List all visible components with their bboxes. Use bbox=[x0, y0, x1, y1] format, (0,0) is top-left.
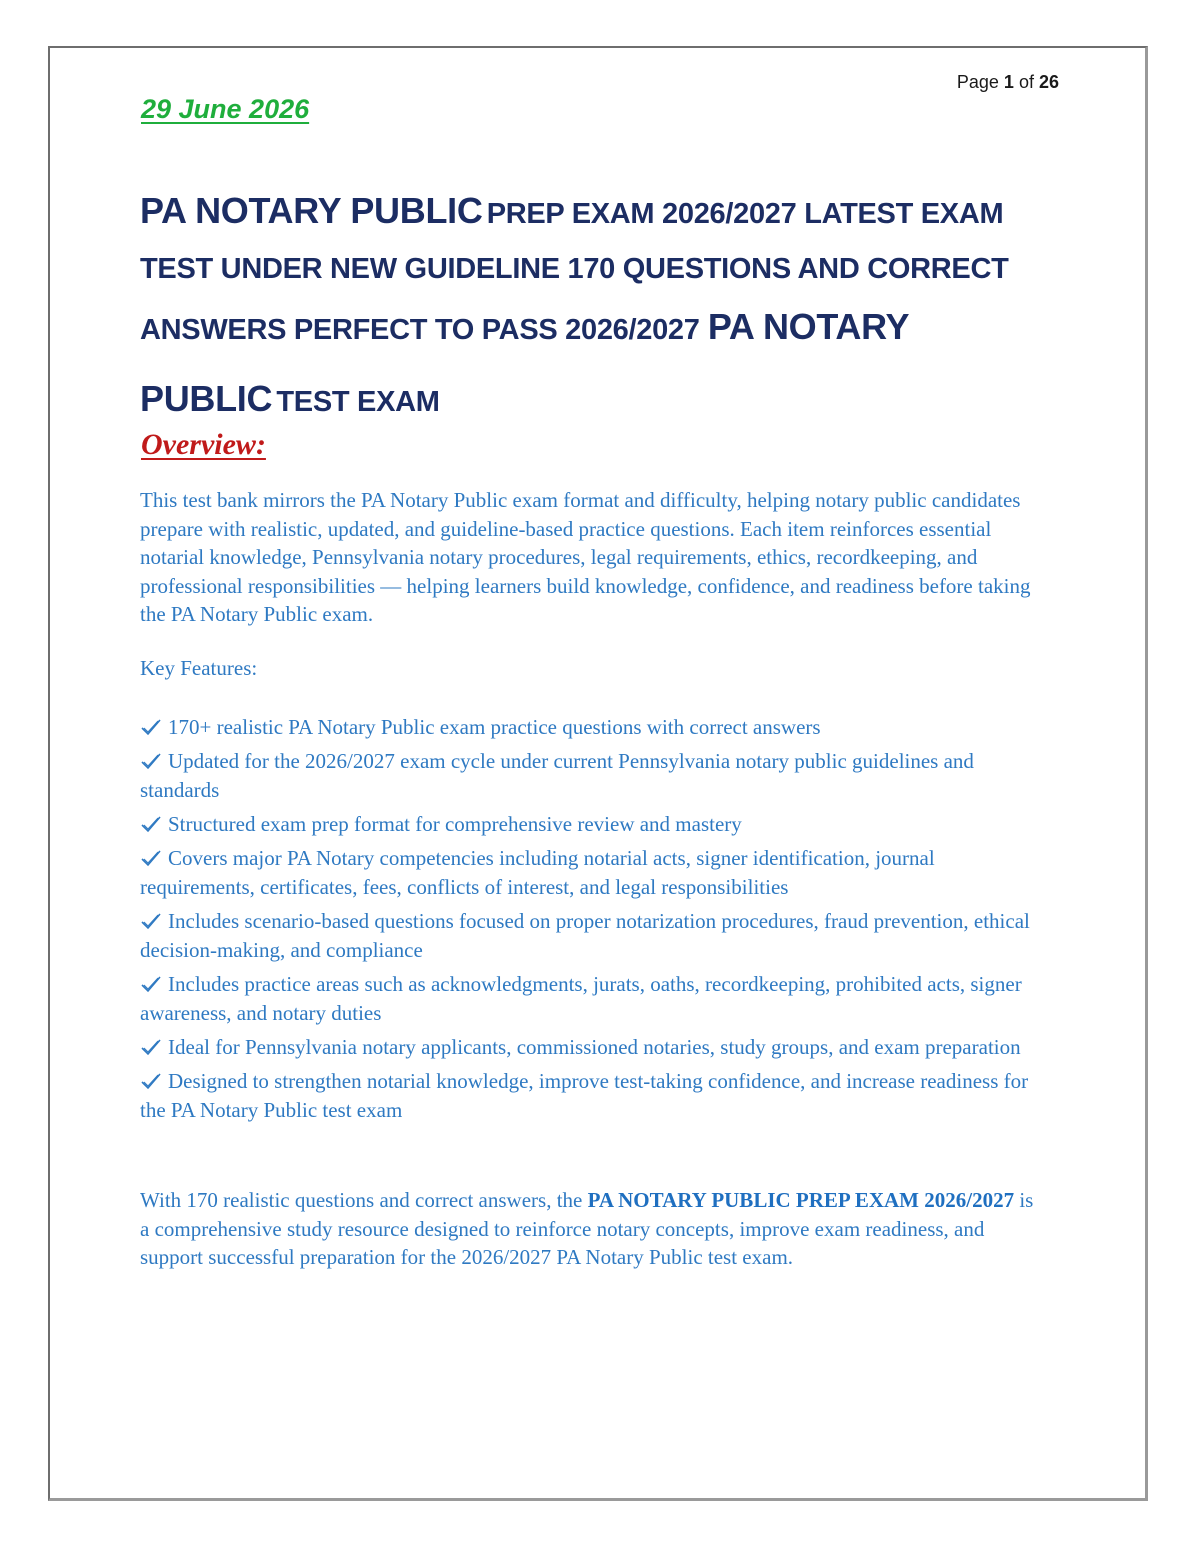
checkmark-icon bbox=[140, 752, 162, 770]
title-line-1: PA NOTARY PUBLIC PREP EXAM 2026/2027 LATEST EXAM bbox=[140, 190, 1004, 231]
checkmark-icon bbox=[140, 1072, 162, 1090]
checkmark-icon bbox=[140, 912, 162, 930]
checkmark-icon bbox=[140, 815, 162, 833]
closing-bold-title: PA NOTARY PUBLIC PREP EXAM 2026/2027 bbox=[587, 1188, 1015, 1212]
total-pages: 26 bbox=[1038, 72, 1059, 92]
list-item: Structured exam prep format for comprehensive review and mastery bbox=[140, 810, 1045, 839]
checkmark-icon bbox=[140, 975, 162, 993]
list-item: Covers major PA Notary competencies including notarial acts, signer identification, journal requirements, certificates, fees, conflicts of interest, and legal responsibilities bbox=[140, 846, 935, 899]
list-item: Updated for the 2026/2027 exam cycle under current Pennsylvania notary public guidelines and standards bbox=[140, 749, 974, 802]
key-features-list bbox=[140, 713, 1045, 1130]
page-label: Page bbox=[956, 72, 999, 92]
checkmark-icon bbox=[140, 1038, 162, 1056]
checkmark-icon bbox=[140, 849, 162, 867]
overview-heading: Overview: bbox=[141, 428, 266, 461]
title-line-4: PUBLIC TEST EXAM bbox=[140, 378, 440, 419]
list-item: Includes scenario-based questions focused on proper notarization procedures, fraud prevention, ethical decision-making, and compliance bbox=[140, 909, 1030, 962]
page-number bbox=[957, 72, 1059, 93]
title-line-3: ANSWERS PERFECT TO PASS 2026/2027 PA NOTARY bbox=[140, 306, 910, 347]
closing-paragraph: With 170 realistic questions and correct answers, the PA NOTARY PUBLIC PREP EXAM 2026/2027 is a comprehensive study resource designed to reinforce notary concepts, improve exam readiness, and support successful preparation for the 2026/2027 PA Notary Public test exam. bbox=[140, 1188, 1034, 1269]
page-of-label: of bbox=[1018, 72, 1034, 92]
list-item: Includes practice areas such as acknowledgments, jurats, oaths, recordkeeping, prohibited acts, signer awareness, and notary duties bbox=[140, 972, 1022, 1025]
document-date: 29 June 2026 bbox=[141, 94, 310, 124]
list-item: 170+ realistic PA Notary Public exam practice questions with correct answers bbox=[140, 713, 1045, 742]
overview-paragraph: This test bank mirrors the PA Notary Public exam format and difficulty, helping notary public candidates prepare with realistic, updated, and guideline-based practice questions. Each item reinforces essential notarial knowledge, Pennsylvania notary procedures, legal requirements, ethics, recordkeeping, and professional responsibilities — helping learners build knowledge, confidence, and readiness before taking the PA Notary Public exam. bbox=[140, 488, 1031, 626]
document-title bbox=[140, 184, 1070, 436]
list-item: Ideal for Pennsylvania notary applicants, commissioned notaries, study groups, and exam preparation bbox=[140, 1033, 1045, 1062]
list-item: Designed to strengthen notarial knowledge, improve test-taking confidence, and increase readiness for the PA Notary Public test exam bbox=[140, 1069, 1029, 1122]
checkmark-icon bbox=[140, 718, 162, 736]
title-line-2: TEST UNDER NEW GUIDELINE 170 QUESTIONS AND CORRECT bbox=[140, 253, 1009, 285]
key-features-heading: Key Features: bbox=[140, 656, 258, 680]
current-page: 1 bbox=[1003, 72, 1014, 92]
